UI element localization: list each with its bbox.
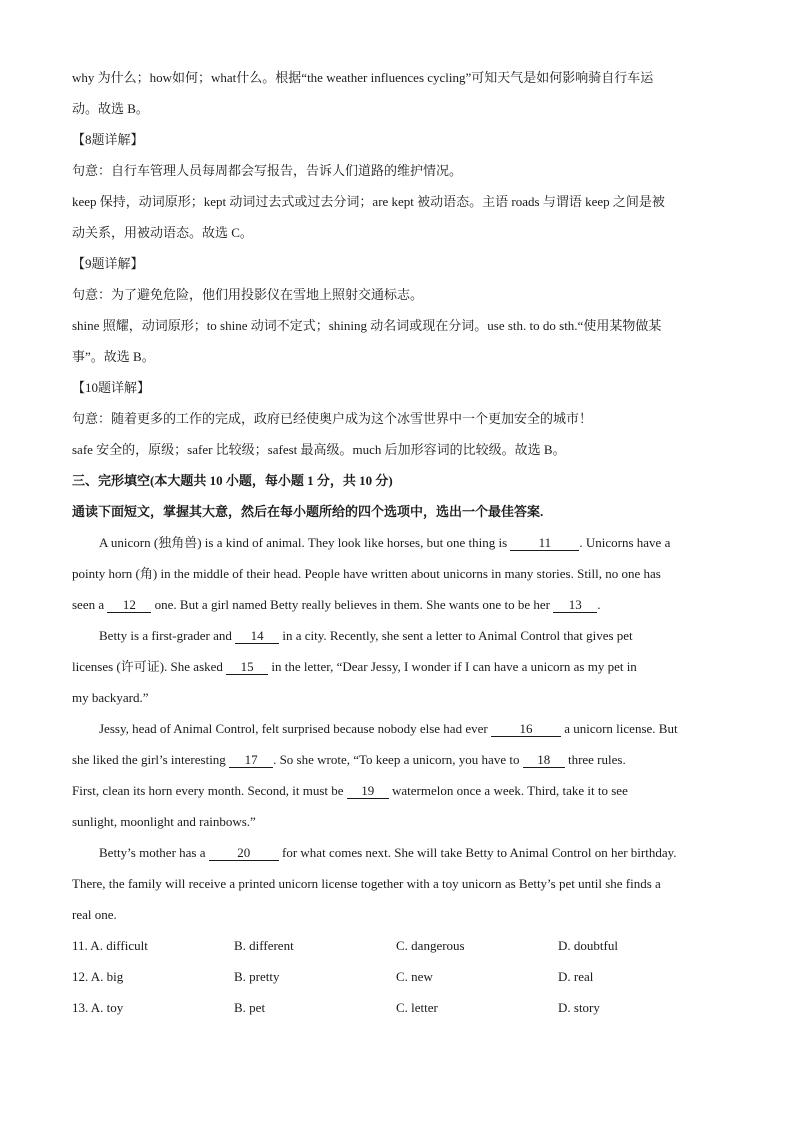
passage-text: seen a — [72, 597, 108, 612]
options-row-13 — [72, 992, 720, 1023]
blank-11: 11 — [510, 536, 579, 551]
q8-meaning: 句意：自行车管理人员每周都会写报告，告诉人们道路的维护情况。 — [72, 163, 463, 178]
passage-line: sunlight, moonlight and rainbows.” — [72, 814, 256, 829]
passage-line — [72, 713, 720, 744]
passage-text: Betty’s mother has a — [99, 845, 209, 860]
option-a: 13. A. toy — [72, 1000, 124, 1015]
blank-12: 12 — [107, 598, 151, 613]
passage-line: real one. — [72, 907, 117, 922]
option-c: C. new — [396, 969, 433, 984]
passage-text: watermelon once a week. Third, take it to see — [388, 783, 628, 798]
explanation-line: why 为什么；how如何；what什么。根据“the weather influences cycling”可知天气是如何影响骑自行车运 — [72, 70, 654, 85]
section-instruction: 通读下面短文，掌握其大意，然后在每小题所给的四个选项中，选出一个最佳答案. — [72, 504, 544, 519]
passage-line — [72, 589, 720, 620]
q10-explanation: safe 安全的，原级；safer 比较级；safest 最高级。much 后加形容词的比较级。故选 B。 — [72, 442, 566, 457]
passage-text: . — [597, 597, 601, 612]
passage-text: First, clean its horn every month. Second, it must be — [72, 783, 347, 798]
q10-meaning: 句意：随着更多的工作的完成，政府已经使奥户成为这个冰雪世界中一个更加安全的城市！ — [72, 411, 593, 426]
passage-line — [72, 651, 720, 682]
passage-line — [72, 527, 720, 558]
q9-heading: 【9题详解】 — [72, 256, 144, 271]
option-d: D. doubtful — [558, 938, 618, 953]
explanation-line: 动。故选 B。 — [72, 101, 149, 116]
passage-text: . Unicorns have a — [579, 535, 671, 550]
option-a: 12. A. big — [72, 969, 124, 984]
passage-text: in the letter, “Dear Jessy, I wonder if I can have a unicorn as my pet in — [268, 659, 637, 674]
blank-14: 14 — [235, 629, 279, 644]
passage-text: . So she wrote, “To keep a unicorn, you have to — [273, 752, 523, 767]
passage-text: licenses (许可证). She asked — [72, 659, 227, 674]
option-d: D. story — [558, 1000, 600, 1015]
option-b: B. pretty — [234, 969, 280, 984]
document-page — [72, 62, 720, 1023]
option-b: B. pet — [234, 1000, 266, 1015]
option-c: C. letter — [396, 1000, 438, 1015]
blank-13: 13 — [553, 598, 597, 613]
option-c: C. dangerous — [396, 938, 465, 953]
q9-meaning: 句意：为了避免危险，他们用投影仪在雪地上照射交通标志。 — [72, 287, 424, 302]
options-row-11 — [72, 930, 720, 961]
blank-15: 15 — [226, 660, 268, 675]
options-row-12 — [72, 961, 720, 992]
q10-heading: 【10题详解】 — [72, 380, 151, 395]
passage-text: in a city. Recently, she sent a letter to Animal Control that gives pet — [279, 628, 633, 643]
passage-text: A unicorn (独角兽) is a kind of animal. They look like horses, but one thing is — [99, 535, 511, 550]
passage-text: Betty is a first-grader and — [99, 628, 236, 643]
passage-line: my backyard.” — [72, 690, 149, 705]
passage-text: for what comes next. She will take Betty to Animal Control on her birthday. — [278, 845, 677, 860]
blank-17: 17 — [229, 753, 273, 768]
passage-text: one. But a girl named Betty really believes in them. She wants one to be her — [151, 597, 554, 612]
q9-explanation: shine 照耀，动词原形；to shine 动词不定式；shining 动名词或现在分词。use sth. to do sth.“使用某物做某 — [72, 318, 662, 333]
passage-text: three rules. — [564, 752, 626, 767]
passage-line: pointy horn (角) in the middle of their head. People have written about unicorns in many stories. Still, no one has — [72, 566, 661, 581]
q8-explanation: 动关系，用被动语态。故选 C。 — [72, 225, 253, 240]
blank-19: 19 — [347, 784, 389, 799]
q9-explanation: 事”。故选 B。 — [72, 349, 155, 364]
passage-line — [72, 744, 720, 775]
option-b: B. different — [234, 938, 294, 953]
passage-line — [72, 837, 720, 868]
passage-text: a unicorn license. But — [560, 721, 678, 736]
blank-20: 20 — [209, 846, 279, 861]
option-d: D. real — [558, 969, 594, 984]
option-a: 11. A. difficult — [72, 938, 148, 953]
q8-explanation: keep 保持，动词原形；kept 动词过去式或过去分词；are kept 被动语态。主语 roads 与谓语 keep 之间是被 — [72, 194, 665, 209]
blank-18: 18 — [523, 753, 565, 768]
passage-line — [72, 775, 720, 806]
passage-text: she liked the girl’s interesting — [72, 752, 230, 767]
blank-16: 16 — [491, 722, 561, 737]
section-title: 三、完形填空(本大题共 10 小题，每小题 1 分，共 10 分) — [72, 473, 393, 488]
q8-heading: 【8题详解】 — [72, 132, 144, 147]
passage-line: There, the family will receive a printed unicorn license together with a toy unicorn as Betty’s pet until she finds a — [72, 876, 661, 891]
passage-line — [72, 620, 720, 651]
passage-text: Jessy, head of Animal Control, felt surprised because nobody else had ever — [99, 721, 491, 736]
